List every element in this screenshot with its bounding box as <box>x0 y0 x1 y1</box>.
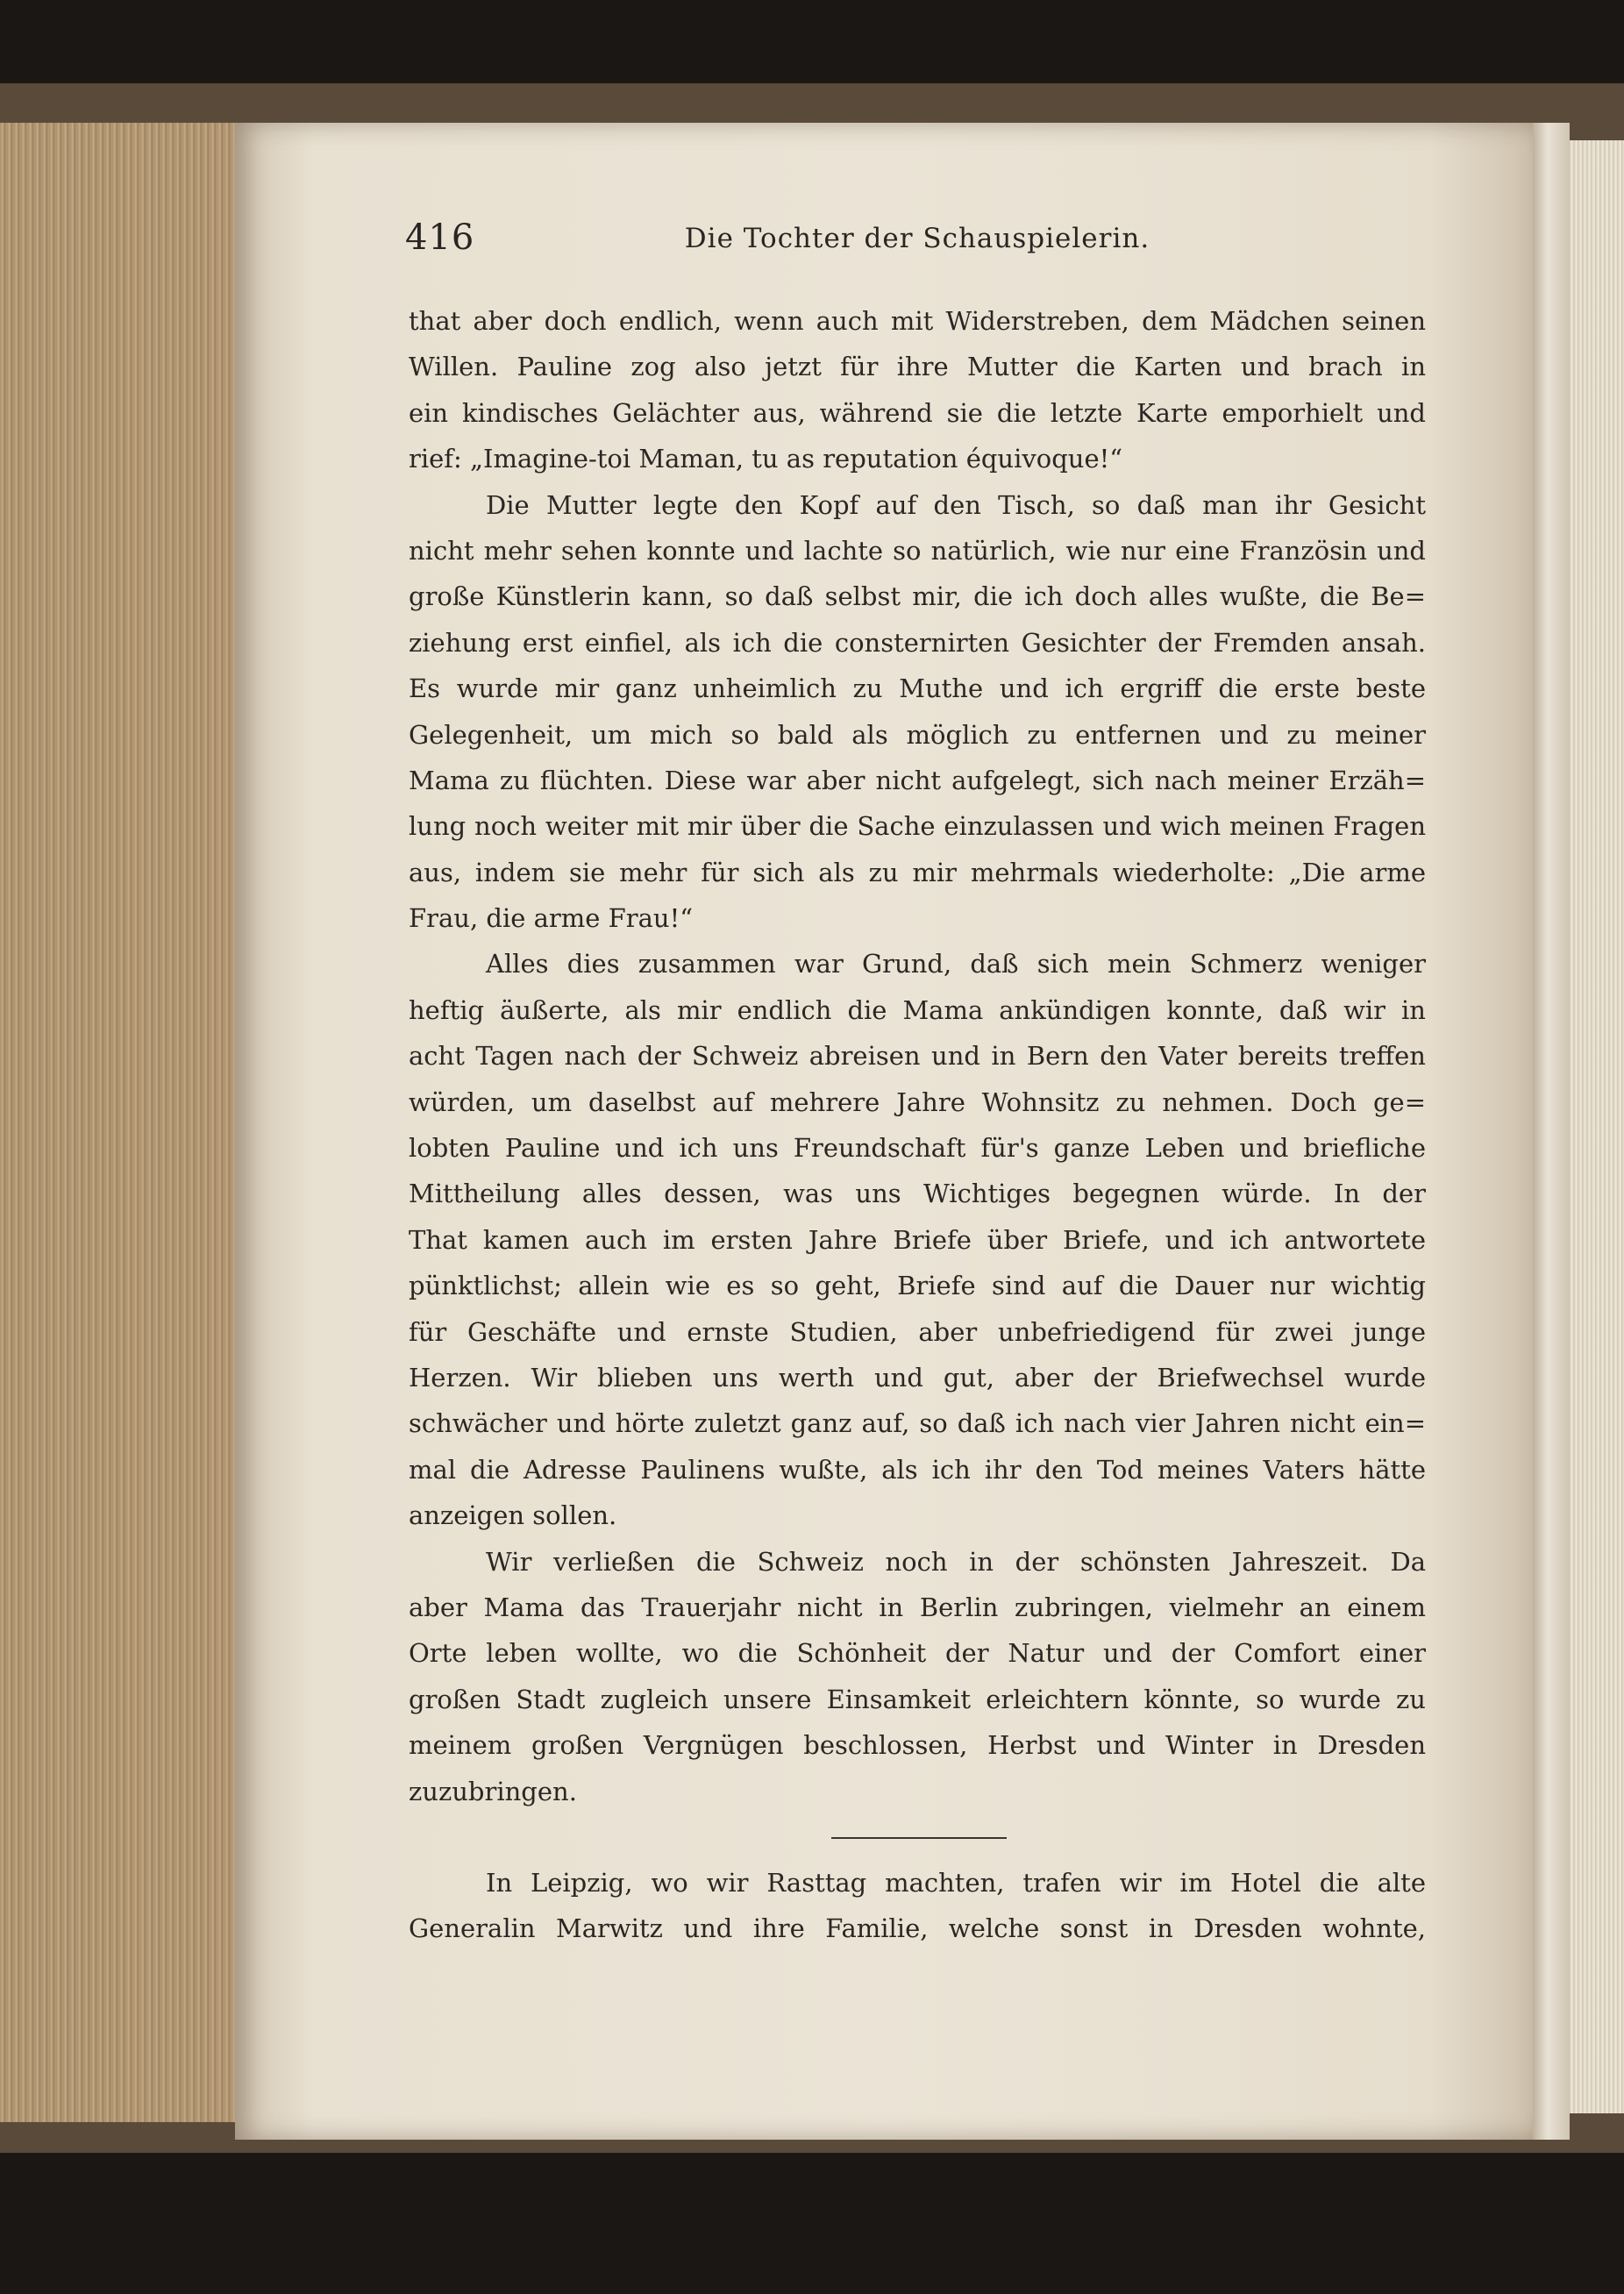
text-line: pünktlichst; allein wie es so geht, Briefe sind auf die Dauer nur wichtig <box>409 1271 1426 1301</box>
text-line: That kamen auch im ersten Jahre Briefe über Briefe, und ich antwortete <box>409 1224 1426 1255</box>
text-line: Die Mutter legte den Kopf auf den Tisch, so daß man ihr Gesicht <box>486 489 1426 520</box>
text-line: ziehung erst einfiel, als ich die consternirten Gesichter der Fremden ansah. <box>409 627 1426 658</box>
paragraph <box>409 941 1426 1538</box>
text-line: würden, um daselbst auf mehrere Jahre Wohnsitz zu nehmen. Doch ge= <box>409 1086 1426 1117</box>
text-line: ein kindisches Gelächter aus, während sie die letzte Karte emporhielt und <box>409 397 1426 428</box>
running-title: Die Tochter der Schauspielerin. <box>684 223 1150 254</box>
text-line: Mittheilung alles dessen, was uns Wichtiges begegnen würde. In der <box>409 1179 1426 1209</box>
text-line: mal die Adresse Paulinens wußte, als ich ihr den Tod meines Vaters hätte <box>409 1454 1426 1485</box>
running-head <box>405 217 1429 270</box>
text-line: heftig äußerte, als mir endlich die Mama ankündigen konnte, daß wir in <box>409 994 1426 1025</box>
text-line: Generalin Marwitz und ihre Familie, welche sonst in Dresden wohnte, <box>409 1913 1426 1944</box>
text-line: Mama zu flüchten. Diese war aber nicht aufgelegt, sich nach meiner Erzäh= <box>409 765 1426 795</box>
text-line: große Künstlerin kann, so daß selbst mir, die ich doch alles wußte, die Be= <box>409 581 1426 612</box>
paragraph <box>409 298 1426 482</box>
left-page-stack <box>0 123 237 2122</box>
text-line: acht Tagen nach der Schweiz abreisen und in Bern den Vater bereits treffen <box>409 1041 1426 1072</box>
body-text <box>409 298 1426 1952</box>
paragraph <box>409 482 1426 942</box>
text-line: aus, indem sie mehr für sich als zu mir mehrmals wiederholte: „Die arme <box>409 857 1426 887</box>
text-line: schwächer und hörte zuletzt ganz auf, so daß ich nach vier Jahren nicht ein= <box>409 1408 1426 1439</box>
text-line: Gelegenheit, um mich so bald als möglich zu entfernen und zu meiner <box>409 719 1426 750</box>
text-line: that aber doch endlich, wenn auch mit Widerstreben, dem Mädchen seinen <box>409 306 1426 336</box>
text-line: Willen. Pauline zog also jetzt für ihre Mutter die Karten und brach in <box>409 352 1426 382</box>
text-line: aber Mama das Trauerjahr nicht in Berlin zubringen, vielmehr an einem <box>409 1592 1426 1622</box>
paragraph <box>409 1860 1426 1952</box>
text-line: Es wurde mir ganz unheimlich zu Muthe und ich ergriff die erste beste <box>409 673 1426 704</box>
text-line: Alles dies zusammen war Grund, daß sich mein Schmerz weniger <box>486 949 1426 980</box>
page-gutter-right <box>1533 123 1570 2140</box>
text-line: lung noch weiter mit mir über die Sache einzulassen und wich meinen Fragen <box>409 811 1426 842</box>
text-line: meinem großen Vergnügen beschlossen, Herbst und Winter in Dresden <box>409 1730 1426 1761</box>
text-line: Wir verließen die Schweiz noch in der schönsten Jahreszeit. Da <box>486 1546 1426 1577</box>
text-line: für Geschäfte und ernste Studien, aber unbefriedigend für zwei junge <box>409 1316 1426 1347</box>
text-line: nicht mehr sehen konnte und lachte so natürlich, wie nur eine Französin und <box>409 535 1426 566</box>
text-line: Herzen. Wir blieben uns werth und gut, aber der Briefwechsel wurde <box>409 1362 1426 1393</box>
text-line: zuzubringen. <box>409 1776 577 1806</box>
paragraph <box>409 1539 1426 1814</box>
page-number: 416 <box>405 217 475 258</box>
right-page-stack <box>1570 140 1624 2113</box>
text-line: Frau, die arme Frau!“ <box>409 903 694 934</box>
text-line: lobten Pauline und ich uns Freundschaft für's ganze Leben und briefliche <box>409 1133 1426 1164</box>
text-line: großen Stadt zugleich unsere Einsamkeit erleichtern könnte, so wurde zu <box>409 1684 1426 1714</box>
text-line: Orte leben wollte, wo die Schönheit der Natur und der Comfort einer <box>409 1638 1426 1669</box>
text-line: In Leipzig, wo wir Rasttag machten, trafen wir im Hotel die alte <box>486 1867 1426 1898</box>
text-line: rief: „Imagine-toi Maman, tu as reputation équivoque!“ <box>409 444 1123 474</box>
section-divider <box>409 1814 1426 1860</box>
text-line: anzeigen sollen. <box>409 1500 617 1531</box>
